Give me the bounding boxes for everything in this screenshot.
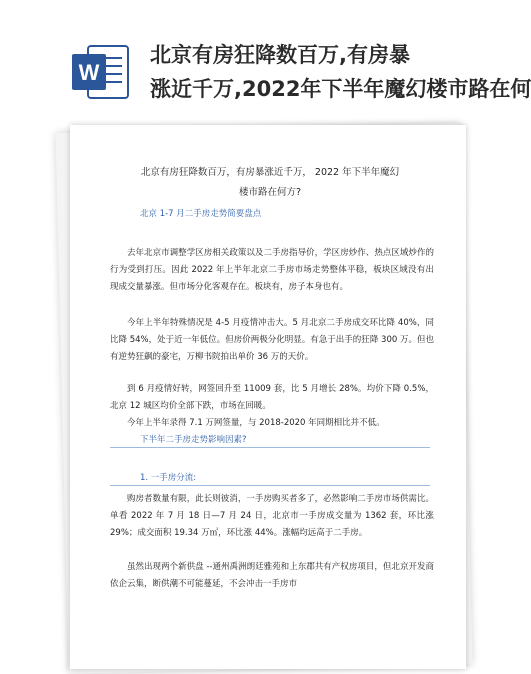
divider xyxy=(110,447,430,448)
title-line-2: 涨近千万,2022年下半年魔幻楼市路在何 xyxy=(150,77,531,101)
section-heading-new-homes: 1. 一手房分流: xyxy=(140,473,197,483)
divider xyxy=(110,485,430,486)
title-line-1: 北京有房狂降数百万,有房暴 xyxy=(150,43,410,67)
paragraph-new-home-diversion: 购房者数量有限，此长则彼消，一手房购买者多了，必然影响二手房市场供需比。单看 2022 年 7 月 18 日—7 月 24 日，北京市一手房成交量为 1362 套，环比涨 29%；成交面积 19.34 万㎡，环比涨 44%。涨幅均远高于二手房。 xyxy=(110,494,434,538)
section-heading-factors: 下半年二手房走势影响因素? xyxy=(140,435,247,445)
document-title-line-2: 楼市路在何方? xyxy=(238,187,302,198)
paragraph-policy: 去年北京市调整学区房相关政策以及二手房指导价，学区房炒作、热点区域炒作的行为受到打压。因此 2022 年上半年北京二手房市场走势整体平稳，板块区域没有出现成交量暴涨。但市场分化客观存在。板块有，房子本身也有。 xyxy=(110,248,434,292)
paragraph-volume: 今年上半年录得 7.1 万网签量，与 2018-2020 年同期相比并不低。 xyxy=(127,418,385,428)
section-heading-overview: 北京 1-7 月二手房走势简要盘点 xyxy=(140,209,262,219)
paragraph-new-supply: 虽然出现两个新供盘 --通州禹洲朗廷雅苑和上东郡共有产权房项目，但北京开发商依企云集，断供潮不可能蔓延，不会冲击一手房市 xyxy=(110,562,434,589)
word-document-icon xyxy=(70,42,130,102)
document-title-line-1: 北京有房狂降数百万，有房暴涨近千万， 2022 年下半年魔幻 xyxy=(140,167,400,178)
page-title xyxy=(150,38,531,106)
paragraph-june: 到 6 月疫情好转，网签回升至 11009 套，比 5 月增长 28%。均价下降 0.5%，北京 12 城区均价全部下跌，市场在回暖。 xyxy=(110,384,434,411)
document-page xyxy=(70,125,466,669)
svg-text:W: W xyxy=(78,60,100,85)
paragraph-first-half: 今年上半年特殊情况是 4-5 月疫情冲击大。5 月北京二手房成交环比降 40%，同比降 54%，处于近一年低位。但房价两极分化明显。有急于出手的狂降 300 万。但也有逆势狂飙的豪宅，万柳书院拍出单价 36 万的天价。 xyxy=(110,318,434,362)
preview-header xyxy=(0,0,531,120)
document-title xyxy=(120,163,420,203)
